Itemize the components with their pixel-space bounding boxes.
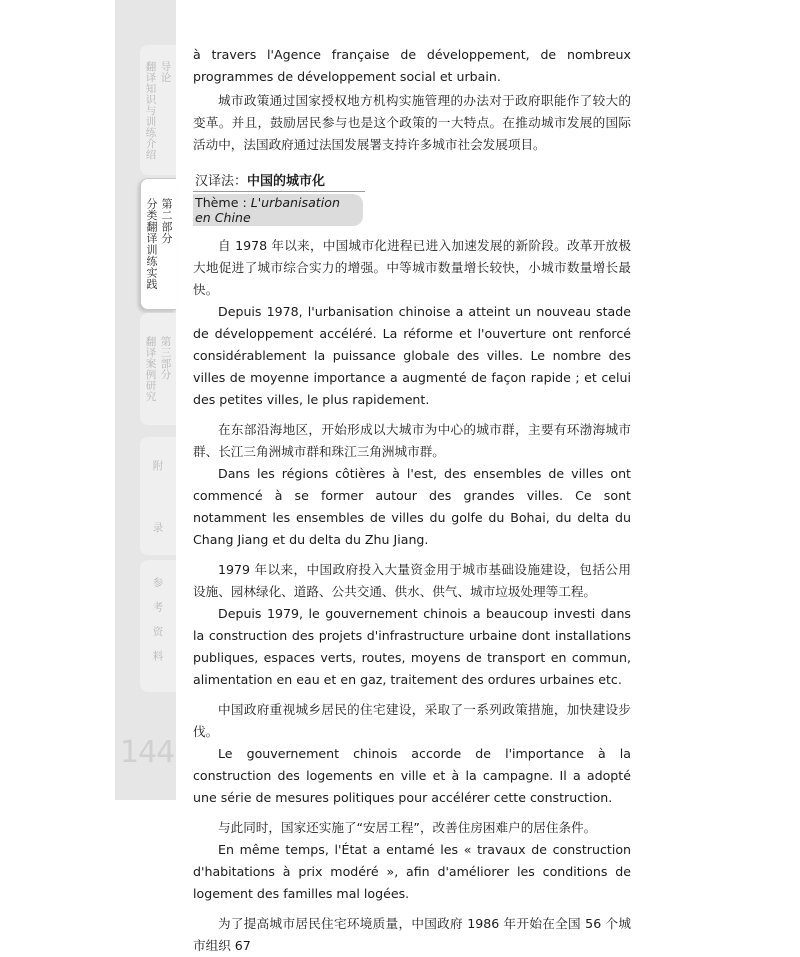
paragraph-zh: 在东部沿海地区，开始形成以大城市为中心的城市群，主要有环渤海城市群、长江三角洲城市群和珠江三角洲城市群。 [193, 422, 631, 459]
tab-part-two[interactable] [140, 178, 176, 310]
tab-appendix-label-1: 附 [151, 459, 164, 470]
tab-part-three-label-2: 翻译案例研究 [144, 336, 157, 402]
paragraph-zh: 1979 年以来，中国政府投入大量资金用于城市基础设施建设，包括公用设施、园林绿化、道路、公共交通、供水、供气、城市垃圾处理等工程。 [193, 562, 631, 599]
paragraph-zh: 为了提高城市居民住宅环境质量，中国政府 1986 年开始在全国 56 个城市组织 67 [193, 916, 631, 953]
paragraph-zh: 自 1978 年以来，中国城市化进程已进入加速发展的新阶段。改革开放极大地促进了城市综合实力的增强。中等城市数量增长较快，小城市数量增长最快。 [193, 238, 631, 297]
paragraph-fr: En même temps, l'État a entamé les « travaux de construction d'habitations à prix modéré », afin d'améliorer les conditions de logement des familles mal logées. [193, 842, 631, 901]
theme-fr-heading [193, 194, 363, 226]
tab-part-two-label-2: 分类翻译训练实践 [145, 198, 158, 290]
tab-part-three-label-1: 第三部分 [159, 336, 172, 380]
tab-references-label: 参考资料 [151, 577, 164, 675]
paragraph-fr: Depuis 1978, l'urbanisation chinoise a atteint un nouveau stade de développement accéléré. La réforme et l'ouverture ont renforcé considérablement la puissance globale des villes. Le nombre des villes de moyenne importance a augmenté de façon rapide ; et celui des petites villes, le plus rapidement. [193, 304, 631, 407]
paragraph-fr: Depuis 1979, le gouvernement chinois a beaucoup investi dans la construction des projets d'infrastructure urbaine dont installations publiques, espaces verts, routes, moyens de transport en commun, alimentation en eau et en gaz, traitement des ordures urbaines etc. [193, 606, 631, 687]
theme-zh-title: 中国的城市化 [247, 174, 326, 189]
tab-appendix-label-2: 录 [151, 522, 164, 533]
paragraph-fr: Le gouvernement chinois accorde de l'importance à la construction des logements en ville et à la campagne. Il a adopté une série de mesures politiques pour accélérer cette construction. [193, 746, 631, 805]
intro-zh-paragraph: 城市政策通过国家授权地方机构实施管理的办法对于政府职能作了较大的变革。并且，鼓励居民参与也是这个政策的一大特点。在推动城市发展的国际活动中，法国政府通过法国发展署支持许多城市社会发展项目。 [193, 93, 631, 152]
tab-part-two-label-1: 第二部分 [160, 198, 173, 244]
tab-part-three[interactable] [140, 313, 176, 425]
theme-heading [193, 168, 631, 226]
theme-fr-prefix: Thème : [195, 195, 251, 210]
tab-introduction-label-2: 翻译知识与训练介绍 [144, 60, 157, 160]
page-number: 144 [120, 735, 175, 770]
tab-references[interactable] [140, 560, 176, 692]
paragraph-zh: 与此同时，国家还实施了“安居工程”，改善住房困难户的居住条件。 [218, 820, 597, 835]
paragraph-fr: Dans les régions côtières à l'est, des ensembles de villes ont commencé à se former autour des grandes villes. Ce sont notamment les ensembles de villes du golfe du Bohai, du delta du Chang Jiang et du delta du Zhu Jiang. [193, 466, 631, 547]
theme-zh-heading [193, 168, 365, 192]
tab-appendix[interactable] [140, 437, 176, 555]
theme-fr-title: L'urbanisation en Chine [195, 195, 340, 225]
page-content [193, 44, 631, 957]
paragraph-zh: 中国政府重视城乡居民的住宅建设，采取了一系列政策措施，加快建设步伐。 [193, 702, 631, 739]
intro-fr-paragraph: à travers l'Agence française de développement, de nombreux programmes de développement social et urbain. [193, 47, 631, 84]
tab-introduction-label-1: 导论 [159, 60, 172, 83]
theme-zh-prefix: 汉译法： [195, 174, 248, 189]
tab-introduction[interactable] [140, 45, 176, 175]
